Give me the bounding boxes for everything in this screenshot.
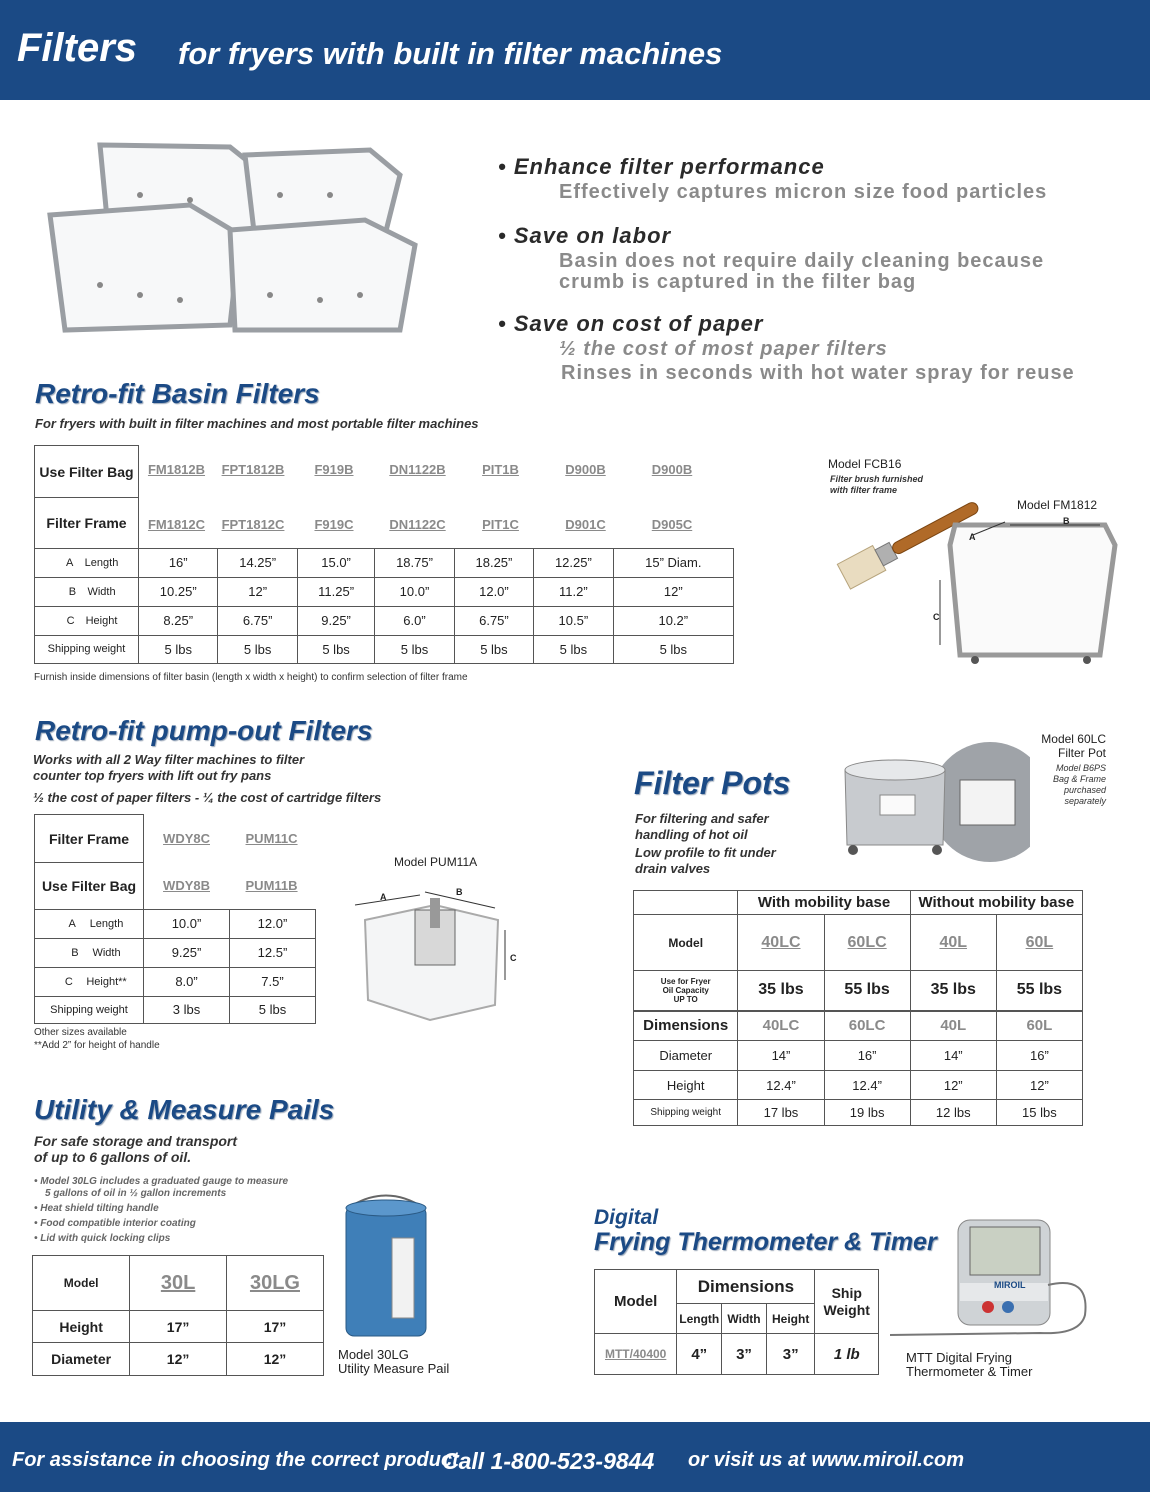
pots-title: Filter Pots bbox=[634, 765, 791, 801]
table-row bbox=[634, 915, 1083, 971]
basin-note: Furnish inside dimensions of filter basin (length x width x height) to confirm selection of filter frame bbox=[34, 672, 468, 683]
benefit-heading: Save on labor bbox=[513, 223, 672, 248]
pot-model-caption: Model 60LC Filter Pot bbox=[1041, 732, 1106, 760]
table-row: Length Width Height bbox=[595, 1304, 879, 1334]
pumpout-table bbox=[34, 814, 316, 1024]
pumpout-subtitle: Works with all 2 Way filter machines to filter counter top fryers with lift out fry pans ½ the cost of paper filters - ¼ the cost of cartridge filters bbox=[33, 752, 382, 805]
thermo-table bbox=[594, 1269, 879, 1375]
pots-table bbox=[633, 890, 1083, 1126]
table-row bbox=[35, 815, 316, 863]
benefit-line: Basin does not require daily cleaning because bbox=[559, 250, 1045, 272]
table-row bbox=[33, 1256, 324, 1311]
pail-model-link[interactable]: 30LG bbox=[226, 1256, 323, 1311]
frame-link[interactable]: F919C bbox=[314, 516, 354, 532]
footer-phone[interactable]: Call 1-800-523-9844 bbox=[442, 1448, 655, 1474]
table-row: MTT/40400 4” 3” 3” 1 lb bbox=[595, 1334, 879, 1375]
pum11a-svg bbox=[350, 880, 525, 1030]
table-row: Height 17” 17” bbox=[33, 1311, 324, 1343]
footer-website[interactable]: or visit us at www.miroil.com bbox=[688, 1449, 964, 1471]
pumpout-title: Retro-fit pump-out Filters bbox=[35, 715, 373, 746]
table-row: B Width 10.25” 12” 11.25” 10.0” 12.0” 11.2” 12” bbox=[35, 577, 734, 606]
bag-link[interactable]: PIT1B bbox=[482, 461, 519, 477]
table-row: Shipping weight 3 lbs 5 lbs bbox=[35, 996, 316, 1023]
benefit-heading: Save on cost of paper bbox=[513, 311, 764, 336]
bag-link[interactable]: DN1122B bbox=[389, 461, 446, 477]
list-item: • Model 30LG includes a graduated gauge to measure bbox=[34, 1176, 289, 1187]
dim-b-label: B bbox=[456, 887, 463, 897]
table-row: B Width 9.25” 12.5” bbox=[35, 938, 316, 967]
filter-bags-illustration bbox=[40, 135, 425, 335]
filter-pot-illustration bbox=[825, 740, 1030, 865]
pail-svg bbox=[340, 1188, 432, 1338]
filter-pot-svg bbox=[825, 740, 1030, 865]
bag-label: Use Filter Bag bbox=[35, 863, 144, 909]
bullet-dot: • bbox=[498, 311, 514, 336]
pails-title: Utility & Measure Pails bbox=[34, 1094, 335, 1125]
pail-caption: Model 30LG Utility Measure Pail bbox=[338, 1347, 450, 1376]
table-row: A Length 10.0” 12.0” bbox=[35, 909, 316, 938]
bag-link[interactable]: WDY8B bbox=[163, 877, 210, 893]
benefit-list bbox=[498, 154, 1138, 384]
pail-illustration bbox=[340, 1188, 432, 1338]
frame-link[interactable]: PUM11C bbox=[245, 830, 298, 846]
table-row: Shipping weight 5 lbs 5 lbs 5 lbs 5 lbs 5 lbs 5 lbs 5 lbs bbox=[35, 635, 734, 663]
benefit-item bbox=[498, 154, 1138, 203]
frame-link[interactable]: D901C bbox=[565, 516, 606, 532]
capacity-label: Use for Fryer Oil Capacity UP TO bbox=[634, 971, 738, 1011]
pot-model-link[interactable]: 60L bbox=[996, 915, 1082, 971]
dim-c-label: C bbox=[510, 953, 517, 963]
table-row: C Height** 8.0” 7.5” bbox=[35, 967, 316, 996]
basin-table bbox=[34, 445, 734, 664]
dim-c-label: C bbox=[933, 612, 940, 622]
frame-label: Filter Frame bbox=[35, 815, 144, 863]
frame-link[interactable]: WDY8C bbox=[163, 830, 210, 846]
bag-link[interactable]: PUM11B bbox=[245, 877, 298, 893]
pot-model-link[interactable]: 60LC bbox=[824, 915, 910, 971]
pot-model-link[interactable]: 40L bbox=[910, 915, 996, 971]
table-row bbox=[35, 446, 734, 498]
brush-note: Filter brush furnished with filter frame bbox=[830, 474, 924, 495]
footer-text: For assistance in choosing the correct product bbox=[12, 1449, 459, 1471]
table-row: Diameter 12” 12” bbox=[33, 1343, 324, 1376]
filter-bags-photo bbox=[40, 135, 425, 335]
thermo-caption: MTT Digital Frying Thermometer & Timer bbox=[906, 1350, 1033, 1379]
thermo-title-line1: Digital bbox=[594, 1206, 659, 1229]
ship-weight-label: Ship Weight bbox=[815, 1270, 879, 1334]
pumpout-notes: Other sizes available **Add 2” for height of handle bbox=[34, 1027, 160, 1051]
page-title: Filters bbox=[17, 26, 138, 70]
benefit-heading: Enhance filter performance bbox=[513, 154, 825, 179]
pumpout-model: Model PUM11A bbox=[394, 855, 478, 869]
model-label: Model bbox=[33, 1256, 130, 1311]
header-banner bbox=[0, 0, 1150, 100]
brush-svg bbox=[825, 470, 1125, 670]
table-row: C Height 8.25” 6.75” 9.25” 6.0” 6.75” 10.5” 10.2” bbox=[35, 606, 734, 635]
dim-a-label: A bbox=[380, 892, 387, 902]
thermometer-brand: MIROIL bbox=[994, 1280, 1026, 1290]
table-row: Height 12.4” 12.4” 12” 12” bbox=[634, 1071, 1083, 1100]
footer-banner bbox=[0, 1422, 1150, 1492]
brush-model: Model FCB16 bbox=[828, 457, 902, 471]
pots-subtitle: For filtering and safer handling of hot oil Low profile to fit under drain valves bbox=[635, 811, 776, 876]
frame-link[interactable]: PIT1C bbox=[482, 516, 519, 532]
frame-link[interactable]: DN1122C bbox=[389, 516, 446, 532]
model-label: Model bbox=[595, 1270, 677, 1334]
list-item: • Lid with quick locking clips bbox=[34, 1233, 171, 1244]
thermo-title-line2: Frying Thermometer & Timer bbox=[594, 1228, 937, 1256]
bag-link[interactable]: D900B bbox=[651, 461, 693, 477]
brush-and-frame-illustration bbox=[825, 470, 1125, 670]
frame-link[interactable]: FPT1812C bbox=[221, 516, 285, 532]
pails-subtitle: For safe storage and transport of up to 6 gallons of oil. bbox=[34, 1133, 238, 1165]
list-item: • Food compatible interior coating bbox=[34, 1218, 196, 1229]
bullet-dot: • bbox=[498, 223, 514, 248]
bag-link[interactable]: FPT1812B bbox=[221, 461, 285, 477]
benefit-line: Rinses in seconds with hot water spray for reuse bbox=[561, 362, 1075, 384]
dim-a-label: A bbox=[969, 532, 976, 542]
bullet-dot: • bbox=[498, 154, 514, 179]
table-row bbox=[595, 1270, 879, 1304]
table-row: Dimensions 40LC 60LC 40L 60L bbox=[634, 1011, 1083, 1041]
page-subtitle: for fryers with built in filter machines bbox=[178, 36, 723, 71]
basin-title: Retro-fit Basin Filters bbox=[35, 378, 320, 409]
table-row: Use for Fryer Oil Capacity UP TO 35 lbs 55 lbs 35 lbs 55 lbs bbox=[634, 971, 1083, 1011]
dimensions-label: Dimensions bbox=[634, 1011, 738, 1041]
frame-model: Model FM1812 bbox=[1017, 498, 1098, 512]
thermometer-illustration bbox=[890, 1215, 1110, 1355]
pot-model-link[interactable]: 40LC bbox=[738, 915, 824, 971]
benefit-line: ½ the cost of most paper filters bbox=[559, 338, 888, 360]
dimensions-label: Dimensions bbox=[677, 1270, 815, 1304]
frame-label: Filter Frame bbox=[35, 498, 139, 548]
with-base-header: With mobility base bbox=[738, 891, 910, 915]
bag-label: Use Filter Bag bbox=[35, 446, 139, 498]
table-row: A Length 16” 14.25” 15.0” 18.75” 18.25” 12.25” 15” Diam. bbox=[35, 548, 734, 577]
bag-link[interactable]: FM1812B bbox=[147, 461, 206, 477]
benefit-line: crumb is captured in the filter bag bbox=[559, 271, 917, 293]
benefit-item bbox=[498, 311, 1138, 384]
table-row: Diameter 14” 16” 14” 16” bbox=[634, 1041, 1083, 1071]
table-row bbox=[634, 891, 1083, 915]
without-base-header: Without mobility base bbox=[910, 891, 1082, 915]
dim-b-label: B bbox=[1063, 516, 1070, 526]
list-item: • Heat shield tilting handle bbox=[34, 1203, 159, 1214]
thermo-model-link[interactable]: MTT/40400 bbox=[595, 1334, 677, 1375]
model-label: Model bbox=[634, 915, 738, 971]
benefit-line: Effectively captures micron size food particles bbox=[559, 181, 1048, 203]
list-item: 5 gallons of oil in ½ gallon increments bbox=[45, 1188, 227, 1199]
bag-link[interactable]: F919B bbox=[314, 461, 354, 477]
benefit-item bbox=[498, 223, 1138, 293]
pot-model-note: Model B6PS Bag & Frame purchased separately bbox=[1052, 763, 1106, 806]
pail-model-link[interactable]: 30L bbox=[130, 1256, 227, 1311]
table-row: Shipping weight 17 lbs 19 lbs 12 lbs 15 lbs bbox=[634, 1100, 1083, 1126]
frame-link[interactable]: FM1812C bbox=[147, 516, 206, 532]
basin-subtitle: For fryers with built in filter machines and most portable filter machines bbox=[35, 416, 479, 431]
bag-link[interactable]: D900B bbox=[565, 461, 606, 477]
pails-table bbox=[32, 1255, 324, 1376]
frame-link[interactable]: D905C bbox=[651, 516, 693, 532]
pails-features bbox=[34, 1174, 288, 1246]
pum11a-illustration bbox=[350, 880, 525, 1030]
